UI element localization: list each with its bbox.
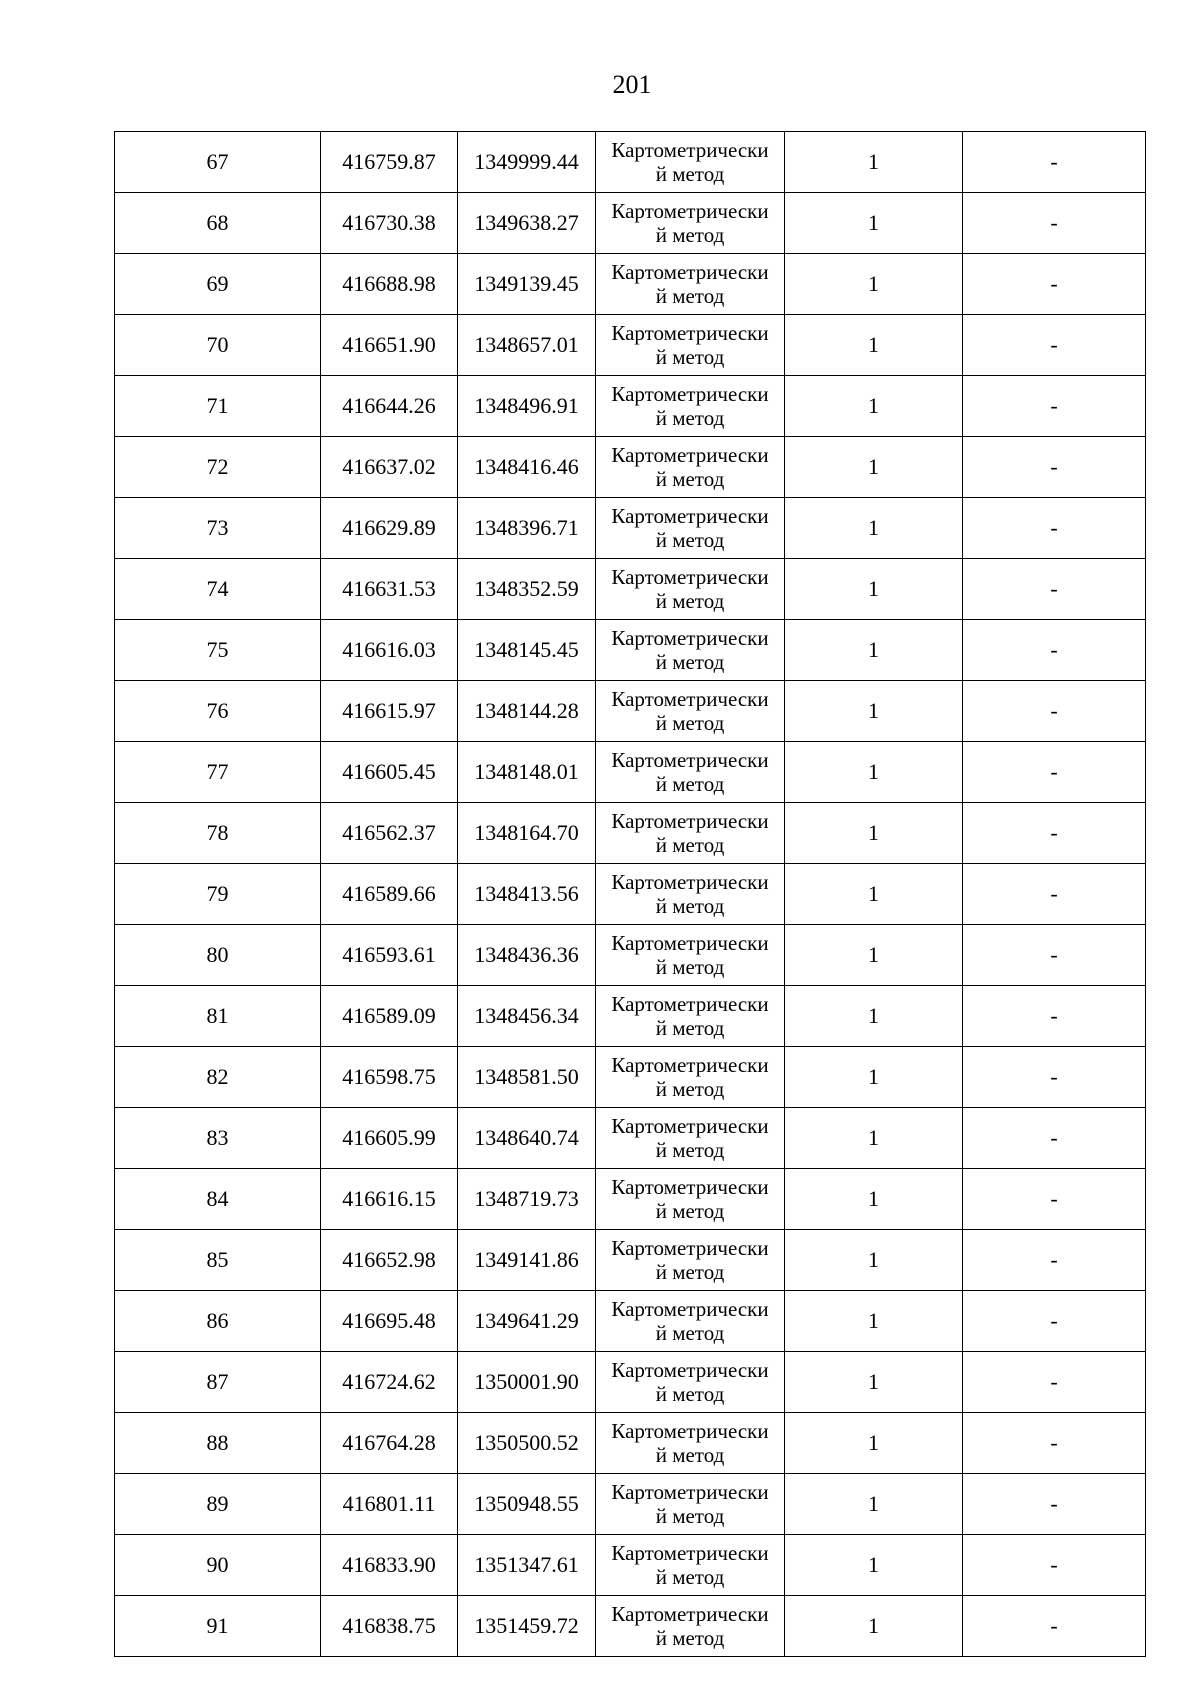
method-cell [596,620,785,681]
table-row [115,803,1146,864]
method-text-line-2: й метод [655,1077,725,1101]
method-text-line-2: й метод [655,589,725,613]
method-cell [596,1535,785,1596]
x-coordinate-cell: 416637.02 [321,437,458,498]
method-text-line-2: й метод [655,1321,725,1345]
point-number-cell: 85 [115,1230,321,1291]
x-coordinate-cell: 416598.75 [321,1047,458,1108]
table-row [115,1230,1146,1291]
x-coordinate-cell: 416616.15 [321,1169,458,1230]
y-coordinate-cell: 1348164.70 [458,803,596,864]
table-row [115,864,1146,925]
x-coordinate-cell: 416615.97 [321,681,458,742]
y-coordinate-cell: 1349999.44 [458,132,596,193]
accuracy-cell: 1 [785,1596,963,1657]
point-number-cell: 67 [115,132,321,193]
method-text-line-2: й метод [655,894,725,918]
table-row [115,1169,1146,1230]
coordinates-table [114,131,1146,1657]
method-cell [596,193,785,254]
x-coordinate-cell: 416562.37 [321,803,458,864]
point-number-cell: 68 [115,193,321,254]
accuracy-cell: 1 [785,1291,963,1352]
table-row [115,681,1146,742]
x-coordinate-cell: 416644.26 [321,376,458,437]
method-cell [596,925,785,986]
point-number-cell: 77 [115,742,321,803]
accuracy-cell: 1 [785,1108,963,1169]
x-coordinate-cell: 416695.48 [321,1291,458,1352]
method-cell [596,1474,785,1535]
method-text-line-2: й метод [655,1626,725,1650]
x-coordinate-cell: 416801.11 [321,1474,458,1535]
note-cell: - [963,1596,1146,1657]
x-coordinate-cell: 416589.66 [321,864,458,925]
point-number-cell: 83 [115,1108,321,1169]
y-coordinate-cell: 1349139.45 [458,254,596,315]
point-number-cell: 69 [115,254,321,315]
method-cell [596,1413,785,1474]
y-coordinate-cell: 1348148.01 [458,742,596,803]
table-row [115,925,1146,986]
method-text-line-2: й метод [655,711,725,735]
table-row [115,193,1146,254]
point-number-cell: 90 [115,1535,321,1596]
x-coordinate-cell: 416631.53 [321,559,458,620]
method-text-line-2: й метод [655,1504,725,1528]
method-text-line-1: Картометрически [611,443,769,467]
y-coordinate-cell: 1349641.29 [458,1291,596,1352]
y-coordinate-cell: 1348413.56 [458,864,596,925]
note-cell: - [963,437,1146,498]
method-text-line-2: й метод [655,1382,725,1406]
method-text-line-2: й метод [655,1565,725,1589]
table-row [115,376,1146,437]
y-coordinate-cell: 1348352.59 [458,559,596,620]
table-row [115,1596,1146,1657]
method-text-line-2: й метод [655,1138,725,1162]
method-text-line-2: й метод [655,833,725,857]
method-text-line-1: Картометрически [611,1358,769,1382]
table-row [115,742,1146,803]
accuracy-cell: 1 [785,1352,963,1413]
point-number-cell: 71 [115,376,321,437]
note-cell: - [963,1047,1146,1108]
method-text-line-2: й метод [655,772,725,796]
method-text-line-2: й метод [655,528,725,552]
method-cell [596,1108,785,1169]
method-text-line-2: й метод [655,1199,725,1223]
method-text-line-1: Картометрически [611,870,769,894]
accuracy-cell: 1 [785,986,963,1047]
note-cell: - [963,254,1146,315]
table-row [115,1352,1146,1413]
table-row [115,315,1146,376]
method-cell [596,1352,785,1413]
y-coordinate-cell: 1349141.86 [458,1230,596,1291]
point-number-cell: 78 [115,803,321,864]
method-cell [596,742,785,803]
table-row [115,1291,1146,1352]
method-cell [596,1047,785,1108]
table-row [115,1474,1146,1535]
method-text-line-2: й метод [655,223,725,247]
x-coordinate-cell: 416759.87 [321,132,458,193]
accuracy-cell: 1 [785,864,963,925]
method-cell [596,1291,785,1352]
method-cell [596,1169,785,1230]
method-text-line-1: Картометрически [611,260,769,284]
x-coordinate-cell: 416589.09 [321,986,458,1047]
method-text-line-1: Картометрически [611,1297,769,1321]
method-text-line-2: й метод [655,650,725,674]
method-text-line-1: Картометрически [611,565,769,589]
method-text-line-1: Картометрически [611,1114,769,1138]
accuracy-cell: 1 [785,132,963,193]
y-coordinate-cell: 1348496.91 [458,376,596,437]
x-coordinate-cell: 416764.28 [321,1413,458,1474]
method-text-line-2: й метод [655,1443,725,1467]
method-text-line-1: Картометрически [611,1053,769,1077]
y-coordinate-cell: 1348416.46 [458,437,596,498]
accuracy-cell: 1 [785,803,963,864]
table-row [115,1413,1146,1474]
method-text-line-1: Картометрически [611,931,769,955]
y-coordinate-cell: 1351347.61 [458,1535,596,1596]
point-number-cell: 80 [115,925,321,986]
method-text-line-2: й метод [655,406,725,430]
x-coordinate-cell: 416605.99 [321,1108,458,1169]
accuracy-cell: 1 [785,315,963,376]
note-cell: - [963,681,1146,742]
note-cell: - [963,1108,1146,1169]
method-text-line-1: Картометрически [611,1236,769,1260]
y-coordinate-cell: 1348144.28 [458,681,596,742]
note-cell: - [963,1413,1146,1474]
point-number-cell: 86 [115,1291,321,1352]
note-cell: - [963,986,1146,1047]
table-row [115,132,1146,193]
point-number-cell: 75 [115,620,321,681]
note-cell: - [963,1352,1146,1413]
table-row [115,437,1146,498]
note-cell: - [963,742,1146,803]
x-coordinate-cell: 416833.90 [321,1535,458,1596]
accuracy-cell: 1 [785,681,963,742]
point-number-cell: 70 [115,315,321,376]
note-cell: - [963,376,1146,437]
method-cell [596,437,785,498]
point-number-cell: 91 [115,1596,321,1657]
point-number-cell: 88 [115,1413,321,1474]
method-text-line-1: Картометрически [611,1480,769,1504]
page-number: 201 [612,70,652,99]
y-coordinate-cell: 1348640.74 [458,1108,596,1169]
method-cell [596,803,785,864]
accuracy-cell: 1 [785,1413,963,1474]
accuracy-cell: 1 [785,925,963,986]
note-cell: - [963,1535,1146,1596]
x-coordinate-cell: 416724.62 [321,1352,458,1413]
point-number-cell: 79 [115,864,321,925]
table-row [115,559,1146,620]
point-number-cell: 73 [115,498,321,559]
x-coordinate-cell: 416629.89 [321,498,458,559]
y-coordinate-cell: 1350500.52 [458,1413,596,1474]
note-cell: - [963,864,1146,925]
method-cell [596,498,785,559]
method-cell [596,559,785,620]
accuracy-cell: 1 [785,498,963,559]
table-row [115,1535,1146,1596]
point-number-cell: 87 [115,1352,321,1413]
method-text-line-1: Картометрически [611,992,769,1016]
note-cell: - [963,1474,1146,1535]
method-cell [596,1596,785,1657]
table-row [115,986,1146,1047]
y-coordinate-cell: 1348581.50 [458,1047,596,1108]
table-row [115,254,1146,315]
note-cell: - [963,498,1146,559]
method-cell [596,986,785,1047]
point-number-cell: 84 [115,1169,321,1230]
x-coordinate-cell: 416688.98 [321,254,458,315]
method-text-line-2: й метод [655,467,725,491]
point-number-cell: 72 [115,437,321,498]
point-number-cell: 89 [115,1474,321,1535]
method-text-line-2: й метод [655,284,725,308]
method-text-line-1: Картометрически [611,748,769,772]
method-text-line-1: Картометрически [611,687,769,711]
method-cell [596,681,785,742]
note-cell: - [963,315,1146,376]
y-coordinate-cell: 1348436.36 [458,925,596,986]
y-coordinate-cell: 1349638.27 [458,193,596,254]
y-coordinate-cell: 1348145.45 [458,620,596,681]
accuracy-cell: 1 [785,1169,963,1230]
note-cell: - [963,925,1146,986]
accuracy-cell: 1 [785,1230,963,1291]
table-row [115,1047,1146,1108]
method-cell [596,1230,785,1291]
method-text-line-1: Картометрически [611,138,769,162]
y-coordinate-cell: 1348456.34 [458,986,596,1047]
point-number-cell: 82 [115,1047,321,1108]
method-text-line-2: й метод [655,1016,725,1040]
x-coordinate-cell: 416730.38 [321,193,458,254]
method-cell [596,254,785,315]
x-coordinate-cell: 416593.61 [321,925,458,986]
method-cell [596,315,785,376]
method-text-line-2: й метод [655,1260,725,1284]
y-coordinate-cell: 1348657.01 [458,315,596,376]
method-cell [596,864,785,925]
method-text-line-2: й метод [655,345,725,369]
method-text-line-1: Картометрически [611,382,769,406]
accuracy-cell: 1 [785,559,963,620]
accuracy-cell: 1 [785,1535,963,1596]
method-text-line-1: Картометрически [611,1541,769,1565]
accuracy-cell: 1 [785,620,963,681]
table-row [115,1108,1146,1169]
note-cell: - [963,193,1146,254]
point-number-cell: 74 [115,559,321,620]
method-text-line-1: Картометрически [611,809,769,833]
note-cell: - [963,1230,1146,1291]
note-cell: - [963,620,1146,681]
method-text-line-1: Картометрически [611,626,769,650]
note-cell: - [963,132,1146,193]
method-text-line-1: Картометрически [611,321,769,345]
accuracy-cell: 1 [785,437,963,498]
method-text-line-2: й метод [655,162,725,186]
x-coordinate-cell: 416838.75 [321,1596,458,1657]
x-coordinate-cell: 416652.98 [321,1230,458,1291]
y-coordinate-cell: 1350001.90 [458,1352,596,1413]
method-text-line-1: Картометрически [611,1419,769,1443]
x-coordinate-cell: 416616.03 [321,620,458,681]
y-coordinate-cell: 1351459.72 [458,1596,596,1657]
x-coordinate-cell: 416651.90 [321,315,458,376]
accuracy-cell: 1 [785,193,963,254]
method-text-line-1: Картометрически [611,504,769,528]
x-coordinate-cell: 416605.45 [321,742,458,803]
y-coordinate-cell: 1348719.73 [458,1169,596,1230]
note-cell: - [963,559,1146,620]
accuracy-cell: 1 [785,742,963,803]
table-row [115,620,1146,681]
accuracy-cell: 1 [785,254,963,315]
point-number-cell: 81 [115,986,321,1047]
note-cell: - [963,1169,1146,1230]
method-cell [596,376,785,437]
method-text-line-2: й метод [655,955,725,979]
method-text-line-1: Картометрически [611,1602,769,1626]
method-text-line-1: Картометрически [611,199,769,223]
y-coordinate-cell: 1348396.71 [458,498,596,559]
method-cell [596,132,785,193]
note-cell: - [963,803,1146,864]
accuracy-cell: 1 [785,1474,963,1535]
accuracy-cell: 1 [785,376,963,437]
table-row [115,498,1146,559]
point-number-cell: 76 [115,681,321,742]
y-coordinate-cell: 1350948.55 [458,1474,596,1535]
accuracy-cell: 1 [785,1047,963,1108]
note-cell: - [963,1291,1146,1352]
coordinates-table-body [115,132,1146,1657]
method-text-line-1: Картометрически [611,1175,769,1199]
